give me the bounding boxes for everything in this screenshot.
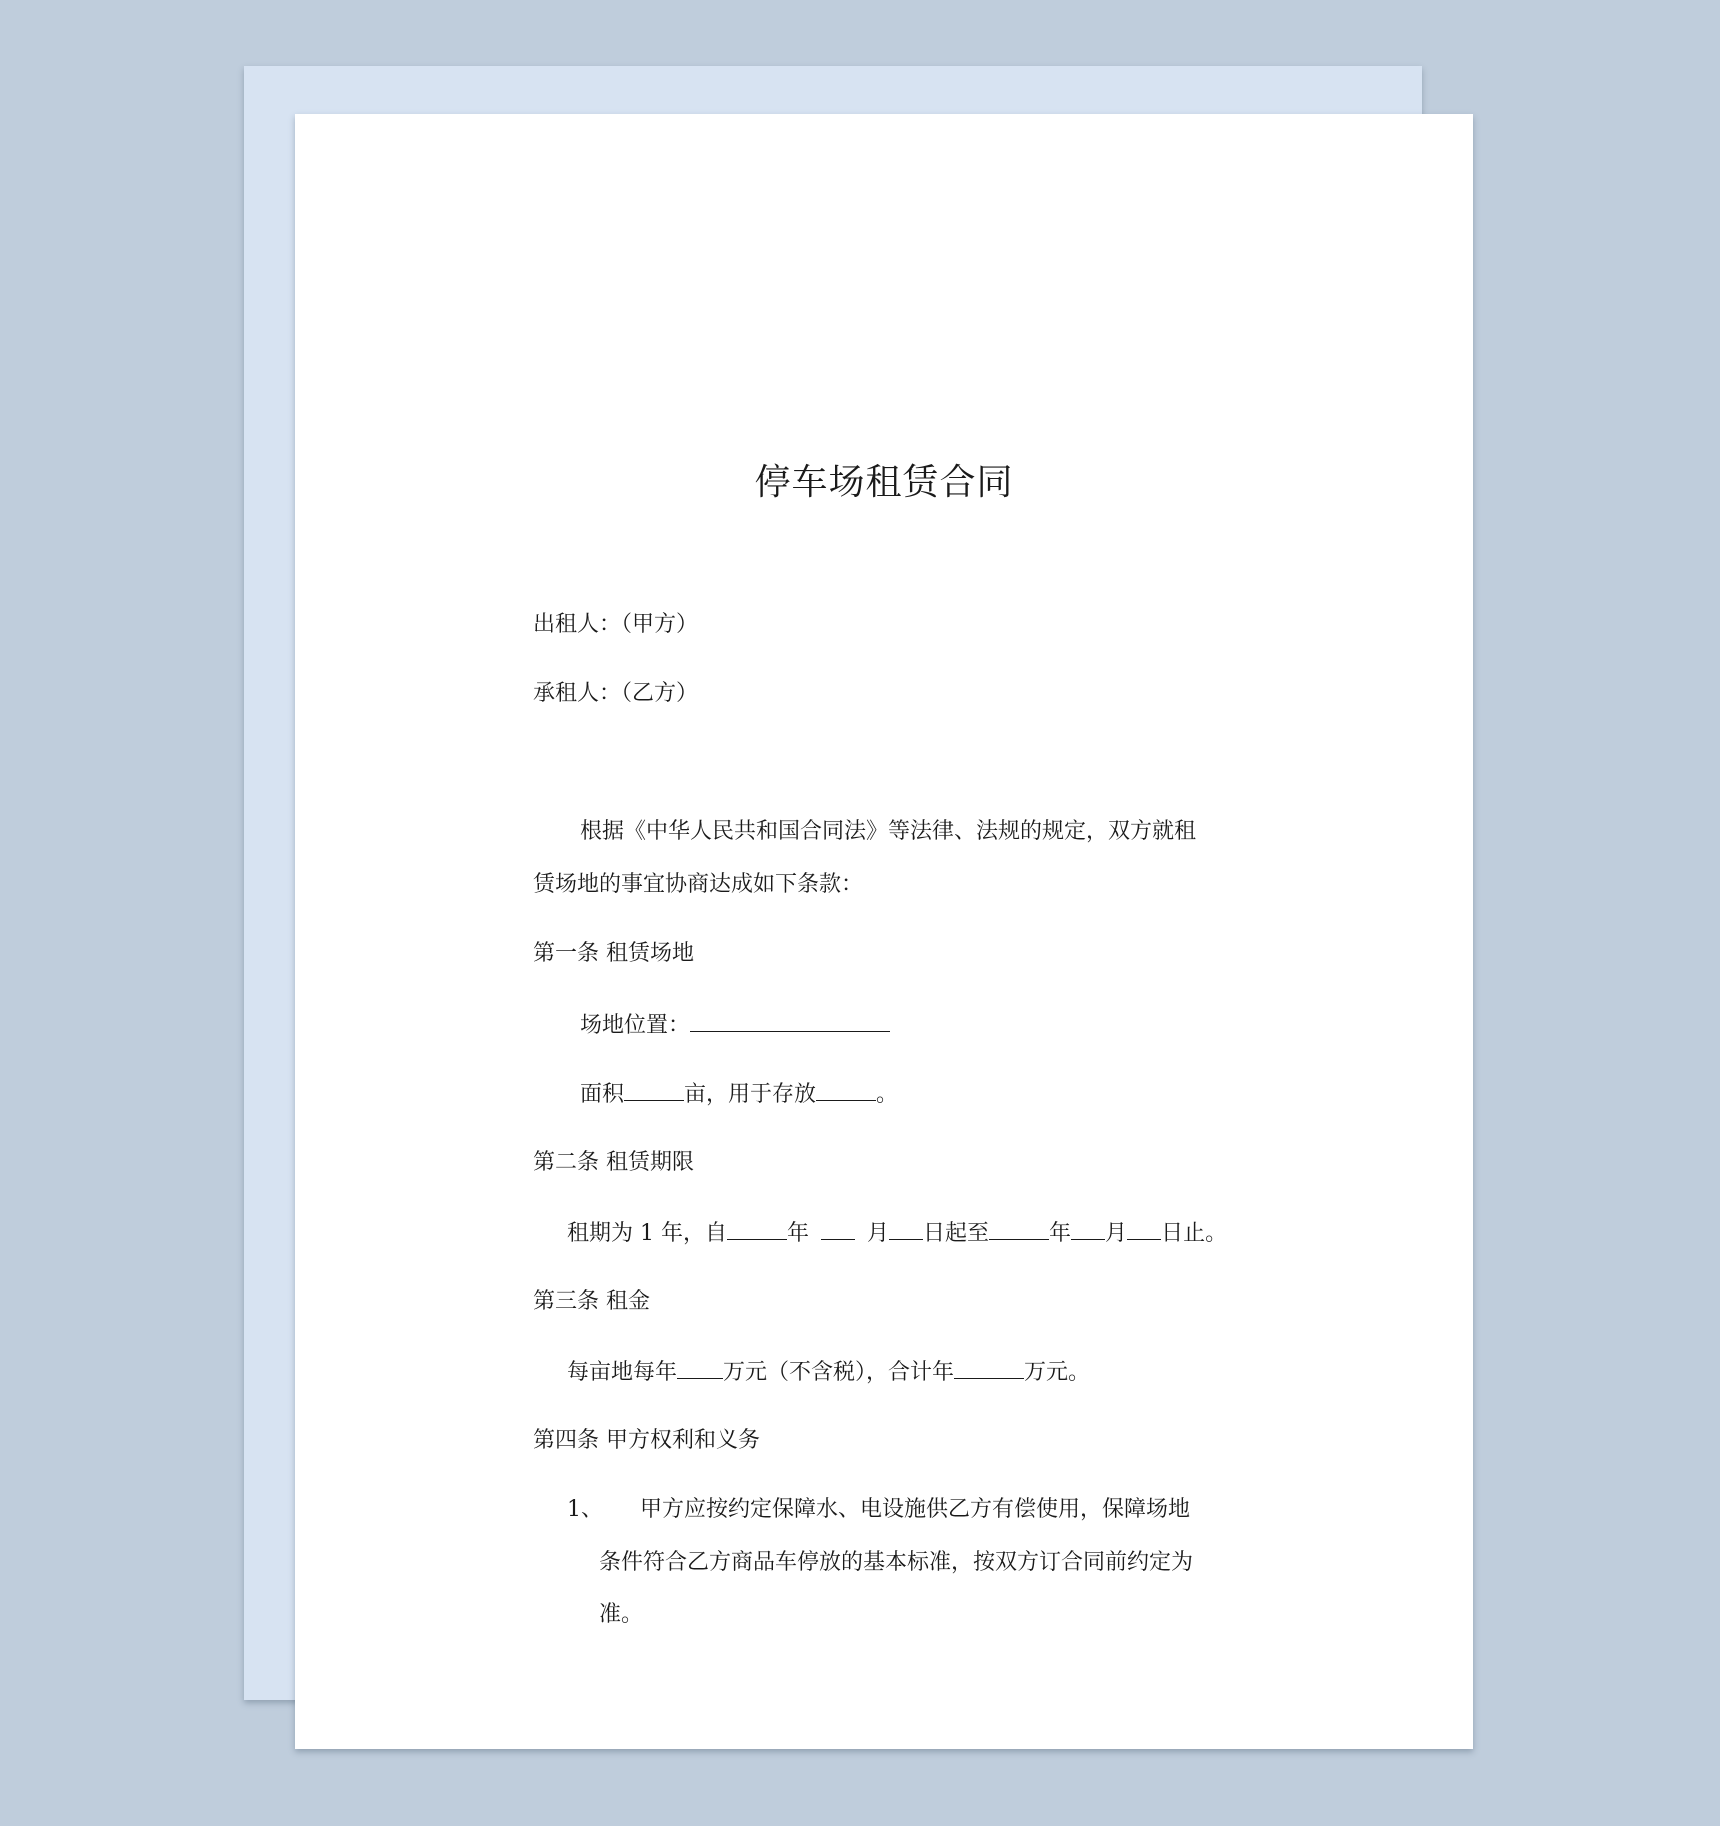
- area-line: [580, 1078, 898, 1110]
- rent-per-mu-blank: [677, 1356, 723, 1379]
- term-prefix: 租期为 1 年，自: [567, 1221, 727, 1246]
- item-1-line-3: 准。: [599, 1602, 644, 1627]
- start-month-blank: [821, 1217, 855, 1240]
- rent-total-blank: [954, 1356, 1024, 1379]
- term-month-2: 月: [1105, 1221, 1128, 1246]
- location-blank: [690, 1009, 890, 1032]
- area-label: 面积: [580, 1082, 625, 1107]
- term-year-2: 年: [1049, 1221, 1072, 1246]
- article-3-heading: 第三条 租金: [533, 1289, 650, 1314]
- intro-paragraph-line-2: 赁场地的事宜协商达成如下条款：: [533, 872, 864, 897]
- item-1-line-1: 甲方应按约定保障水、电设施供乙方有偿使用，保障场地: [640, 1497, 1191, 1522]
- article-1-heading: 第一条 租赁场地: [533, 941, 694, 966]
- end-year-blank: [989, 1217, 1049, 1240]
- term-day-from: 日起至: [923, 1221, 990, 1246]
- article-4-heading: 第四条 甲方权利和义务: [533, 1428, 760, 1453]
- lessee-line: 承租人：（乙方）: [533, 681, 699, 706]
- location-line: [580, 1009, 890, 1041]
- start-day-blank: [889, 1217, 923, 1240]
- item-1-line-2: 条件符合乙方商品车停放的基本标准，按双方订合同前约定为: [599, 1550, 1194, 1575]
- article-2-heading: 第二条 租赁期限: [533, 1150, 694, 1175]
- document-page: [295, 114, 1473, 1749]
- area-blank: [624, 1078, 684, 1101]
- term-line: [567, 1217, 1227, 1249]
- start-year-blank: [727, 1217, 787, 1240]
- location-label: 场地位置：: [580, 1013, 691, 1038]
- lessor-line: 出租人：（甲方）: [533, 612, 699, 637]
- page-title: 停车场租赁合同: [754, 462, 1014, 503]
- item-1-number: 1、: [567, 1497, 603, 1522]
- rent-line: [567, 1356, 1090, 1388]
- area-unit: 亩，用于存放: [684, 1082, 817, 1107]
- rent-unit: 万元（不含税），合计年: [723, 1360, 955, 1385]
- end-day-blank: [1127, 1217, 1161, 1240]
- end-month-blank: [1071, 1217, 1105, 1240]
- term-day-end: 日止。: [1161, 1221, 1228, 1246]
- intro-paragraph-line-1: 根据《中华人民共和国合同法》等法律、法规的规定，双方就租: [580, 819, 1197, 844]
- rent-end: 万元。: [1024, 1360, 1091, 1385]
- term-year: 年: [786, 1221, 809, 1246]
- storage-blank: [816, 1078, 876, 1101]
- rent-prefix: 每亩地每年: [567, 1360, 678, 1385]
- term-month: 月: [867, 1221, 890, 1246]
- area-end: 。: [876, 1082, 899, 1107]
